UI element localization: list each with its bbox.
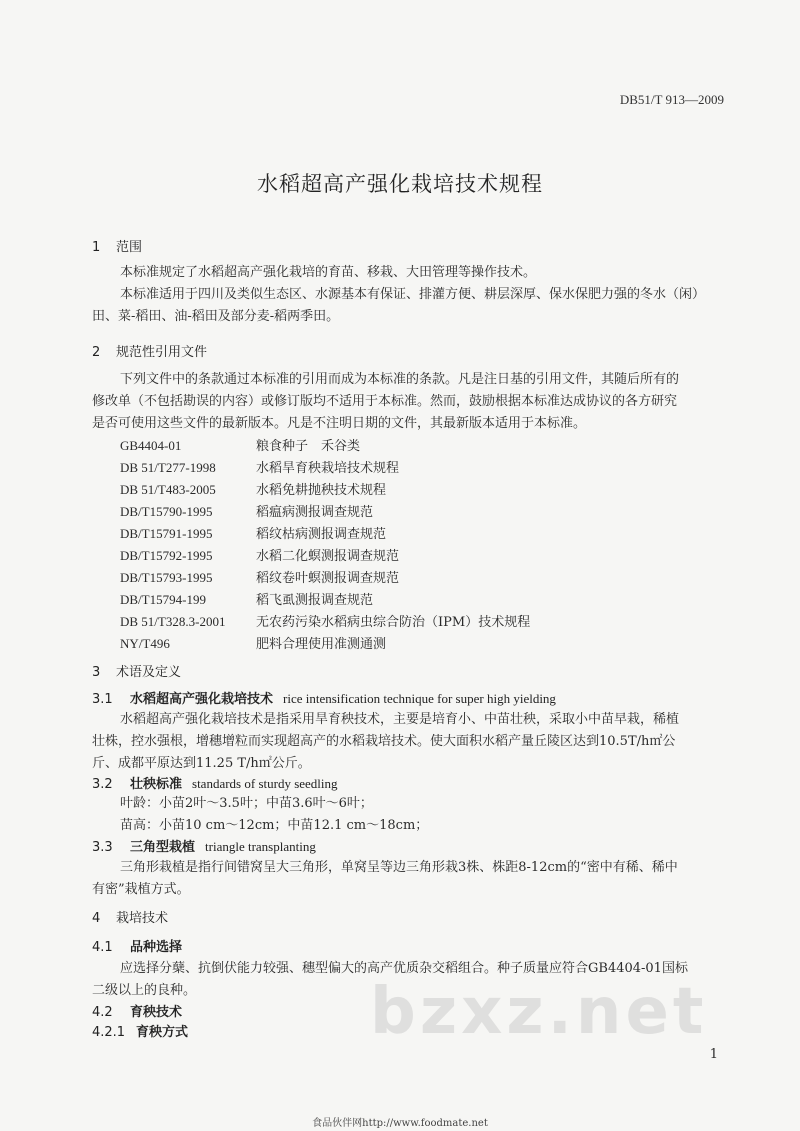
term-en: rice intensification technique for super high yielding: [283, 691, 556, 706]
paragraph: 下列文件中的条款通过本标准的引用而成为本标准的条款。凡是注日基的引用文件，其随后所有的: [120, 372, 680, 387]
section-3-heading: [92, 661, 181, 680]
paragraph: 修改单（不包括勘误的内容）或修订版均不适用于本标准。然而，鼓励根据本标准达成协议的各方研究: [92, 394, 678, 409]
term-number: 3.2: [92, 777, 113, 792]
section-1-heading: [92, 236, 142, 255]
reference-row: [120, 589, 373, 608]
section-title: 范围: [116, 240, 143, 255]
paragraph: 斤、成都平原达到11.25 T/h㎡公斤。: [92, 756, 311, 771]
term-cn: 三角型栽植: [130, 840, 196, 855]
reference-name: 无农药污染水稻病虫综合防治（IPM）技术规程: [256, 615, 531, 630]
term-cn: 水稻超高产强化栽培技术: [130, 692, 274, 707]
subsection-title: 育秧方式: [136, 1025, 189, 1040]
section-number: 4: [92, 911, 101, 926]
paragraph: 叶龄：小苗2叶～3.5叶；中苗3.6叶～6叶；: [120, 796, 373, 811]
term-en: triangle transplanting: [205, 839, 316, 854]
section-title: 栽培技术: [116, 911, 169, 926]
reference-code: DB/T15790-1995: [120, 504, 213, 519]
reference-code: DB 51/T328.3-2001: [120, 614, 226, 629]
term-heading: [92, 773, 338, 792]
reference-name: 水稻旱育秧栽培技术规程: [256, 461, 400, 476]
reference-row: [120, 435, 360, 454]
reference-code: DB/T15793-1995: [120, 570, 213, 585]
subsection-heading: [92, 1021, 188, 1040]
subsection-title: 育秧技术: [130, 1005, 183, 1020]
paragraph: 本标准规定了水稻超高产强化栽培的育苗、移栽、大田管理等操作技术。: [120, 265, 537, 280]
term-heading: [92, 688, 556, 707]
reference-row: [120, 457, 399, 476]
section-4-heading: [92, 907, 168, 926]
paragraph: 二级以上的良种。: [92, 983, 197, 998]
subsection-heading: [92, 936, 182, 955]
section-number: 3: [92, 665, 101, 680]
page-number: 1: [709, 1047, 718, 1062]
subsection-heading: [92, 1001, 182, 1020]
term-cn: 壮秧标准: [130, 777, 183, 792]
reference-name: 稻飞虱测报调查规范: [256, 593, 374, 608]
reference-row: [120, 611, 530, 630]
reference-row: [120, 523, 386, 542]
watermark: bzxz.net: [370, 975, 708, 1049]
paragraph: 水稻超高产强化栽培技术是指采用旱育秧技术，主要是培育小、中苗壮秧，采取小中苗早栽，稀植: [120, 712, 680, 727]
term-number: 3.3: [92, 840, 113, 855]
reference-name: 粮食种子 禾谷类: [256, 439, 361, 454]
reference-code: DB/T15792-1995: [120, 548, 213, 563]
paragraph: 壮株，控水强根，增穗增粒而实现超高产的水稻栽培技术。使大面积水稻产量丘陵区达到10.5T/h㎡公: [92, 734, 676, 749]
reference-name: 肥料合理使用准测通测: [256, 637, 387, 652]
reference-code: DB 51/T483-2005: [120, 482, 216, 497]
reference-code: DB/T15791-1995: [120, 526, 213, 541]
term-heading: [92, 836, 316, 855]
paragraph: 本标准适用于四川及类似生态区、水源基本有保证、排灌方便、耕层深厚、保水保肥力强的冬水（闲）: [120, 287, 706, 302]
reference-name: 稻瘟病测报调查规范: [256, 505, 374, 520]
reference-name: 水稻二化螟测报调查规范: [256, 549, 400, 564]
term-number: 3.1: [92, 692, 113, 707]
section-2-heading: [92, 341, 207, 360]
reference-code: NY/T496: [120, 636, 170, 651]
subsection-number: 4.1: [92, 940, 113, 955]
reference-name: 稻纹卷叶螟测报调查规范: [256, 571, 400, 586]
paragraph: 田、菜-稻田、油-稻田及部分麦-稻两季田。: [92, 309, 340, 324]
reference-name: 稻纹枯病测报调查规范: [256, 527, 387, 542]
standard-code: DB51/T 913—2009: [619, 92, 724, 107]
section-title: 规范性引用文件: [116, 345, 208, 360]
reference-row: [120, 567, 399, 586]
document-title: 水稻超高产强化栽培技术规程: [257, 172, 543, 196]
reference-row: [120, 545, 399, 564]
reference-name: 水稻免耕抛秧技术规程: [256, 483, 387, 498]
subsection-number: 4.2: [92, 1005, 113, 1020]
section-number: 1: [92, 240, 101, 255]
reference-row: [120, 501, 373, 520]
paragraph: 应选择分蘖、抗倒伏能力较强、穗型偏大的高产优质杂交稻组合。种子质量应符合GB4404-01国标: [120, 961, 688, 976]
subsection-number: 4.2.1: [92, 1025, 126, 1040]
reference-row: [120, 479, 386, 498]
subsection-title: 品种选择: [130, 940, 183, 955]
paragraph: 苗高：小苗10 cm～12cm；中苗12.1 cm～18cm；: [120, 818, 429, 833]
paragraph: 是否可使用这些文件的最新版本。凡是不注明日期的文件，其最新版本适用于本标准。: [92, 416, 587, 431]
paragraph: 三角形栽植是指行间错窝呈大三角形，单窝呈等边三角形栽3株、株距8-12cm的“密中有稀、稀中: [120, 860, 678, 875]
reference-row: [120, 633, 386, 652]
reference-code: DB/T15794-199: [120, 592, 206, 607]
reference-code: DB 51/T277-1998: [120, 460, 216, 475]
section-title: 术语及定义: [116, 665, 182, 680]
section-number: 2: [92, 345, 101, 360]
term-en: standards of sturdy seedling: [192, 776, 338, 791]
footer-source[interactable]: 食品伙伴网http://www.foodmate.net: [312, 1118, 488, 1129]
reference-code: GB4404-01: [120, 438, 182, 453]
paragraph: 有密”栽植方式。: [92, 882, 190, 897]
